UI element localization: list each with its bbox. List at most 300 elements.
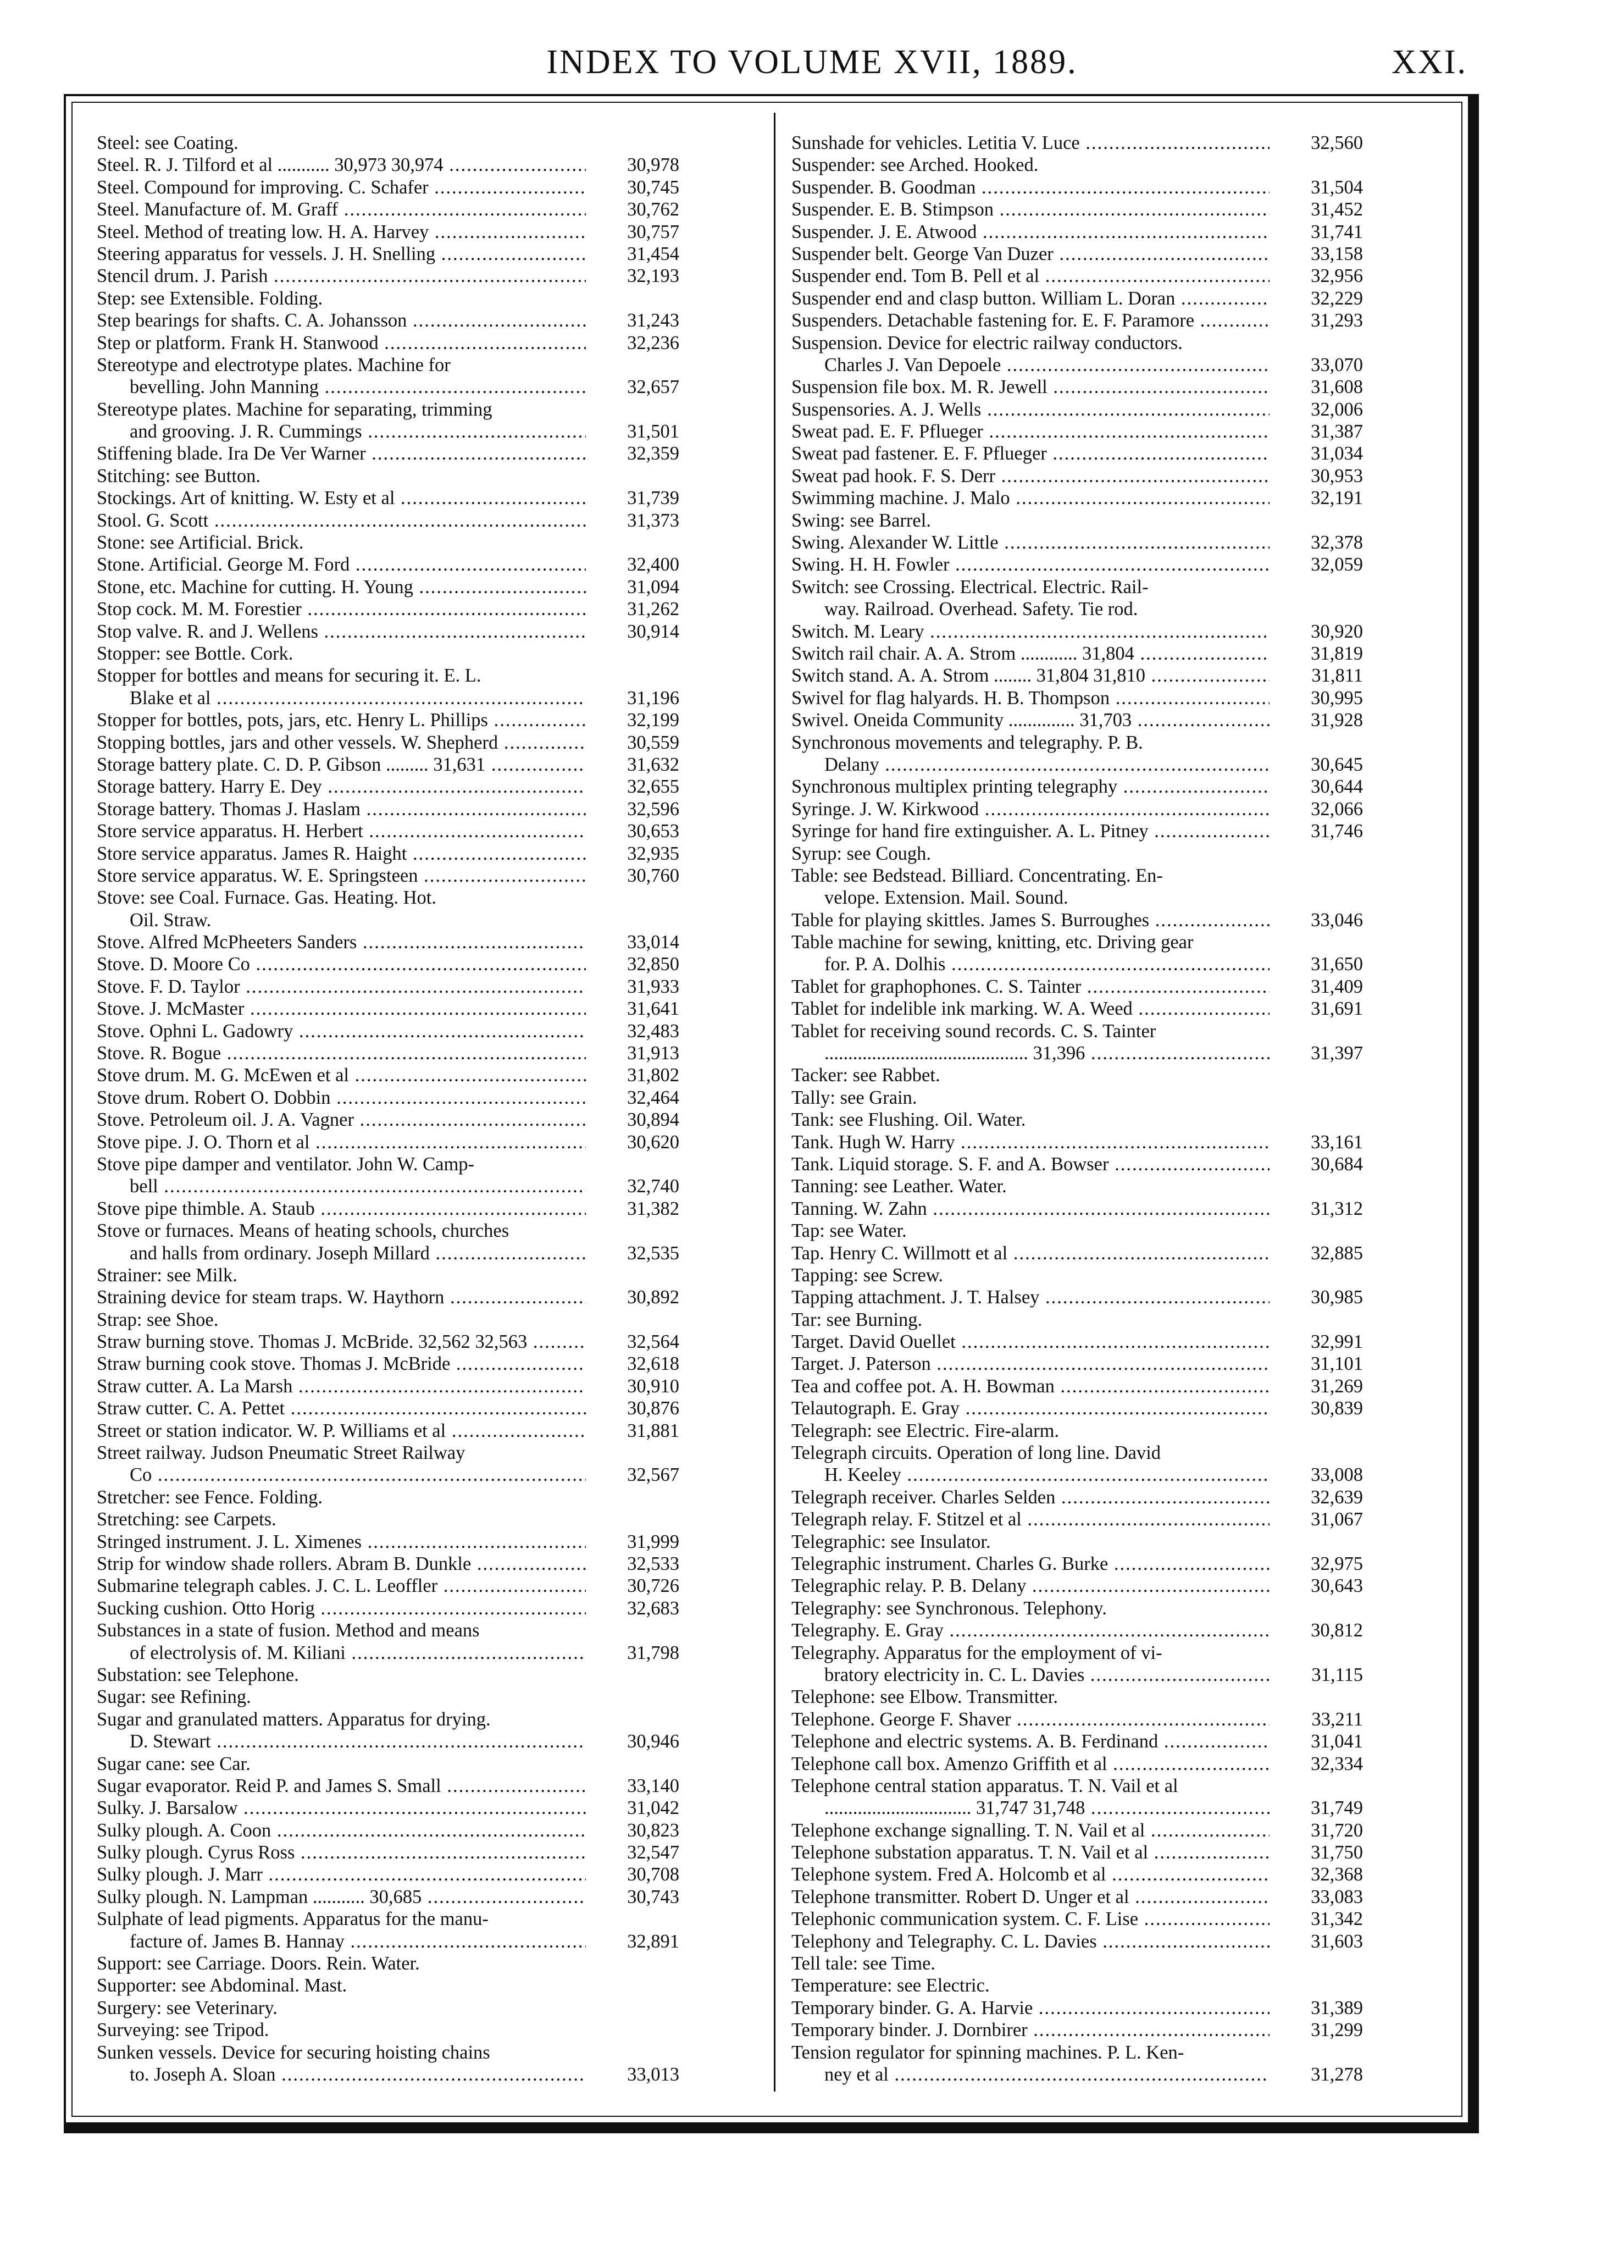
entry-text: Strip for window shade rollers. Abram B. Dunkle .....: [97, 1553, 586, 1575]
entry-text: Stretcher: see Fence. Folding.: [97, 1486, 323, 1508]
entry-text: Table machine for sewing, knitting, etc. Driving gear: [791, 932, 1194, 953]
index-entry: [97, 709, 679, 731]
index-entry: [791, 1908, 1363, 1930]
entry-text: Straw cutter. C. A. Pettet .....: [97, 1397, 586, 1419]
entry-text: Storage battery. Harry E. Dey .....: [97, 776, 586, 798]
entry-number: 31,299: [1275, 2019, 1363, 2041]
index-entry: [791, 1863, 1363, 1885]
entry-number: 30,743: [591, 1886, 679, 1908]
entry-text: Telautograph. E. Gray .....: [791, 1397, 1270, 1419]
index-entry: [97, 1464, 679, 1486]
entry-text: Telephone central station apparatus. T. N. Vail et al: [791, 1775, 1178, 1796]
index-entry: [791, 953, 1363, 975]
entry-number: 31,802: [591, 1064, 679, 1086]
entry-number: 30,726: [591, 1575, 679, 1597]
index-entry: [97, 976, 679, 998]
index-entry: [791, 1575, 1363, 1597]
entry-text: Telegraph receiver. Charles Selden .....: [791, 1486, 1270, 1508]
entry-text: Suspenders. Detachable fastening for. E. F. Paramore .....: [791, 309, 1270, 331]
entry-number: 30,910: [591, 1375, 679, 1397]
index-entry: [791, 1819, 1363, 1841]
index-entry: [97, 1442, 679, 1464]
entry-text: Telephone exchange signalling. T. N. Vail et al .....: [791, 1819, 1270, 1841]
index-entry: [97, 1619, 679, 1641]
entry-number: 32,191: [1275, 487, 1363, 509]
entry-number: 31,409: [1275, 976, 1363, 998]
index-entry: [97, 1797, 679, 1819]
index-entry: [97, 1420, 679, 1442]
index-entry: [97, 931, 679, 953]
index-entry: [97, 2019, 679, 2041]
index-entry: [791, 198, 1363, 220]
entry-text: Switch. M. Leary .....: [791, 621, 1270, 643]
index-entry: [791, 598, 1363, 620]
entry-number: 31,749: [1275, 1797, 1363, 1819]
entry-text: Charles J. Van Depoele .....: [791, 354, 1270, 376]
entry-number: 30,644: [1275, 776, 1363, 798]
index-entry: [791, 265, 1363, 287]
entry-text: Sweat pad. E. F. Pflueger .....: [791, 421, 1270, 442]
index-entry: [791, 665, 1363, 687]
index-entry: [97, 1087, 679, 1109]
entry-number: 33,083: [1275, 1886, 1363, 1908]
entry-text: bratory electricity in. C. L. Davies .....: [791, 1664, 1270, 1686]
column-divider: [774, 113, 775, 2092]
index-entry: [97, 1841, 679, 1863]
entry-text: Stretching: see Carpets.: [97, 1509, 276, 1530]
entry-text: velope. Extension. Mail. Sound.: [824, 887, 1068, 909]
entry-text: Stop cock. M. M. Forestier .....: [97, 598, 586, 620]
entry-text: Telephony and Telegraphy. C. L. Davies .....: [791, 1930, 1270, 1952]
entry-text: Stone: see Artificial. Brick.: [97, 532, 304, 554]
index-entry: [791, 487, 1363, 509]
entry-text: Store service apparatus. H. Herbert .....: [97, 820, 586, 842]
index-entry: [97, 132, 679, 154]
index-entry: [97, 798, 679, 820]
entry-number: 31,067: [1275, 1508, 1363, 1530]
entry-text: Telephonic communication system. C. F. Lise .....: [791, 1908, 1270, 1930]
entry-number: 32,935: [591, 843, 679, 865]
entry-number: 31,798: [591, 1642, 679, 1664]
index-entry: [791, 1708, 1363, 1730]
entry-text: Synchronous multiplex printing telegraphy .....: [791, 776, 1270, 798]
index-entry: [791, 1331, 1363, 1353]
entry-text: Telegraphic relay. P. B. Delany .....: [791, 1575, 1270, 1597]
entry-text: Telephone system. Fred A. Holcomb et al .....: [791, 1863, 1270, 1885]
entry-text: D. Stewart .....: [97, 1730, 586, 1752]
index-entry: [97, 198, 679, 220]
entry-text: Stopping bottles, jars and other vessels. W. Shepherd .....: [97, 732, 586, 754]
index-entry: [97, 1220, 679, 1242]
entry-text: and halls from ordinary. Joseph Millard .....: [97, 1242, 586, 1264]
entry-number: 32,885: [1275, 1242, 1363, 1264]
entry-text: bell .....: [97, 1175, 586, 1197]
index-entry: [97, 1819, 679, 1841]
index-entry: [791, 798, 1363, 820]
entry-text: Tally: see Grain.: [791, 1087, 917, 1108]
index-entry: [791, 532, 1363, 554]
entry-text: facture of. James B. Hannay .....: [97, 1930, 586, 1952]
entry-text: Telegraphic instrument. Charles G. Burke .....: [791, 1553, 1270, 1575]
entry-number: 31,741: [1275, 221, 1363, 243]
entry-text: Telegraphy: see Synchronous. Telephony.: [791, 1597, 1107, 1619]
index-entry: [97, 621, 679, 643]
index-entry: [791, 287, 1363, 309]
entry-text: Target. David Ouellet .....: [791, 1331, 1270, 1353]
entry-text: Delany .....: [791, 754, 1270, 776]
entry-text: Substation: see Telephone.: [97, 1664, 299, 1685]
entry-number: 31,094: [591, 576, 679, 598]
entry-number: 32,368: [1275, 1863, 1363, 1885]
entry-number: 33,140: [591, 1775, 679, 1797]
entry-number: 31,720: [1275, 1819, 1363, 1841]
index-entry: [97, 1886, 679, 1908]
entry-text: Stove: see Coal. Furnace. Gas. Heating. Hot.: [97, 887, 436, 909]
entry-number: 31,373: [591, 510, 679, 532]
index-entry: [97, 1242, 679, 1264]
entry-number: 31,397: [1275, 1042, 1363, 1064]
entry-number: 32,975: [1275, 1553, 1363, 1575]
entry-text: ney et al .....: [791, 2064, 1270, 2086]
entry-text: Stool. G. Scott .....: [97, 510, 586, 532]
entry-text: bevelling. John Manning .....: [97, 376, 586, 398]
index-entry: [791, 332, 1363, 354]
entry-number: 30,953: [1275, 465, 1363, 487]
entry-number: 31,196: [591, 687, 679, 709]
entry-number: 33,158: [1275, 243, 1363, 265]
index-entry: [97, 1952, 679, 1974]
index-entry: [791, 1974, 1363, 1996]
index-entry: [97, 442, 679, 464]
entry-text: Syringe. J. W. Kirkwood .....: [791, 798, 1270, 820]
entry-text: Sweat pad fastener. E. F. Pflueger .....: [791, 442, 1270, 464]
entry-number: 32,059: [1275, 554, 1363, 576]
entry-text: Tablet for graphophones. C. S. Tainter .....: [791, 976, 1270, 998]
index-entry: [791, 1753, 1363, 1775]
entry-number: 30,985: [1275, 1286, 1363, 1308]
entry-text: Temporary binder. G. A. Harvie .....: [791, 1997, 1270, 2019]
index-entry: [791, 421, 1363, 442]
index-entry: [97, 1730, 679, 1752]
entry-number: 31,034: [1275, 442, 1363, 464]
entry-text: Suspender end. Tom B. Pell et al .....: [791, 265, 1270, 287]
entry-number: 32,483: [591, 1020, 679, 1042]
entry-number: 31,115: [1275, 1664, 1363, 1686]
index-entry: [791, 865, 1363, 887]
entry-text: ............................... 31,747 31,748 .....: [791, 1797, 1270, 1819]
entry-text: Telegraph: see Electric. Fire-alarm.: [791, 1420, 1060, 1441]
index-entry: [97, 399, 679, 421]
entry-text: Telegraph relay. F. Stitzel et al .....: [791, 1508, 1270, 1530]
entry-text: Telegraphy. Apparatus for the employment of vi-: [791, 1642, 1162, 1663]
entry-text: Substances in a state of fusion. Method and means: [97, 1620, 480, 1641]
entry-text: Telephone and electric systems. A. B. Ferdinand .....: [791, 1730, 1270, 1752]
index-entry: [791, 1242, 1363, 1264]
entry-text: Tar: see Burning.: [791, 1309, 923, 1330]
entry-number: 32,639: [1275, 1486, 1363, 1508]
entry-text: Stove drum. Robert O. Dobbin .....: [97, 1087, 586, 1109]
index-entry: [791, 1220, 1363, 1242]
entry-text: Suspender. E. B. Stimpson .....: [791, 198, 1270, 220]
entry-number: 32,066: [1275, 798, 1363, 820]
entry-text: way. Railroad. Overhead. Safety. Tie rod.: [824, 599, 1138, 620]
entry-text: Steel. Compound for improving. C. Schafer .....: [97, 176, 586, 198]
entry-text: Sucking cushion. Otto Horig .....: [97, 1597, 586, 1619]
entry-text: Tapping: see Screw.: [791, 1264, 944, 1286]
index-entry: [97, 376, 679, 398]
entry-number: 31,999: [591, 1531, 679, 1553]
entry-text: Temperature: see Electric.: [791, 1975, 990, 1996]
index-entry: [791, 354, 1363, 376]
index-entry: [97, 1353, 679, 1375]
entry-text: Straw burning stove. Thomas J. McBride. 32,562 32,563 .....: [97, 1331, 586, 1353]
entry-text: Surgery: see Veterinary.: [97, 1997, 278, 2018]
entry-number: 30,894: [591, 1109, 679, 1131]
index-entry: [791, 643, 1363, 665]
index-entry: [791, 510, 1363, 532]
entry-text: Storage battery. Thomas J. Haslam .....: [97, 798, 586, 820]
entry-text: Tank. Hugh W. Harry .....: [791, 1131, 1270, 1153]
index-entry: [791, 1730, 1363, 1752]
entry-text: Tablet for receiving sound records. C. S. Tainter: [791, 1020, 1156, 1042]
entry-number: 30,812: [1275, 1619, 1363, 1641]
entry-text: Tacker: see Rabbet.: [791, 1065, 940, 1086]
entry-number: 31,101: [1275, 1353, 1363, 1375]
entry-number: 31,608: [1275, 376, 1363, 398]
index-entry: [791, 1042, 1363, 1064]
entry-text: Telephone substation apparatus. T. N. Vail et al .....: [791, 1841, 1270, 1863]
index-entry: [97, 1708, 679, 1730]
entry-number: 31,632: [591, 754, 679, 776]
entry-number: 32,199: [591, 709, 679, 731]
index-entry: [791, 1775, 1363, 1797]
page-number: XXI.: [1392, 43, 1467, 81]
index-entry: [791, 709, 1363, 731]
entry-number: 30,892: [591, 1286, 679, 1308]
entry-number: 30,762: [591, 198, 679, 220]
entry-number: 33,046: [1275, 909, 1363, 931]
entry-text: Suspension file box. M. R. Jewell .....: [791, 376, 1270, 398]
entry-text: Suspension. Device for electric railway conductors.: [791, 332, 1183, 353]
entry-number: 31,928: [1275, 709, 1363, 731]
index-entry: [791, 1286, 1363, 1308]
index-entry: [791, 1619, 1363, 1641]
entry-text: Store service apparatus. W. E. Springsteen .....: [97, 865, 586, 887]
index-entry: [791, 176, 1363, 198]
entry-text: Suspensories. A. J. Wells .....: [791, 399, 1270, 421]
entry-number: 30,684: [1275, 1153, 1363, 1175]
entry-text: Telephone call box. Amenzo Griffith et al .....: [791, 1753, 1270, 1775]
index-entry: [97, 953, 679, 975]
entry-number: 30,876: [591, 1397, 679, 1419]
entry-text: Syringe for hand fire extinguisher. A. L. Pitney .....: [791, 820, 1270, 842]
entry-number: 31,262: [591, 598, 679, 620]
index-entry: [97, 1486, 679, 1508]
entry-number: 30,914: [591, 621, 679, 643]
entry-text: Stove pipe thimble. A. Staub .....: [97, 1198, 586, 1220]
index-entry: [791, 887, 1363, 909]
index-entry: [97, 465, 679, 487]
index-entry: [791, 998, 1363, 1020]
index-column-right: [791, 132, 1363, 2086]
entry-number: 32,378: [1275, 532, 1363, 554]
entry-text: Switch stand. A. A. Strom ........ 31,804 31,810 .....: [791, 665, 1270, 687]
entry-text: Stove. J. McMaster .....: [97, 998, 586, 1020]
entry-number: 32,229: [1275, 287, 1363, 309]
index-entry: [791, 1464, 1363, 1486]
index-entry: [97, 1109, 679, 1131]
index-entry: [97, 1309, 679, 1331]
index-entry: [97, 820, 679, 842]
index-entry: [97, 754, 679, 776]
index-entry: [97, 1575, 679, 1597]
entry-text: Stove drum. M. G. McEwen et al .....: [97, 1064, 586, 1086]
entry-number: 30,760: [591, 865, 679, 887]
entry-text: Sulky plough. A. Coon .....: [97, 1819, 586, 1841]
entry-text: and grooving. J. R. Cummings .....: [97, 421, 586, 442]
index-entry: [97, 487, 679, 509]
entry-number: 31,819: [1275, 643, 1363, 665]
entry-text: Sulphate of lead pigments. Apparatus for the manu-: [97, 1909, 489, 1930]
index-entry: [97, 510, 679, 532]
entry-text: Oil. Straw.: [130, 909, 212, 931]
entry-number: 31,382: [591, 1198, 679, 1220]
entry-text: Stringed instrument. J. L. Ximenes .....: [97, 1531, 586, 1553]
entry-text: Stencil drum. J. Parish .....: [97, 265, 586, 287]
entry-number: 31,243: [591, 309, 679, 331]
entry-text: for. P. A. Dolhis .....: [791, 953, 1270, 975]
index-entry: [791, 221, 1363, 243]
index-entry: [791, 820, 1363, 842]
index-entry: [791, 576, 1363, 598]
entry-number: 33,161: [1275, 1131, 1363, 1153]
entry-text: Swing. Alexander W. Little .....: [791, 532, 1270, 554]
index-entry: [97, 576, 679, 598]
index-entry: [791, 1997, 1363, 2019]
page-header: [0, 43, 1624, 87]
entry-number: 32,850: [591, 953, 679, 975]
index-entry: [791, 1087, 1363, 1109]
index-entry: [97, 2042, 679, 2064]
entry-text: Tap. Henry C. Willmott et al .....: [791, 1242, 1270, 1264]
index-entry: [791, 2064, 1363, 2086]
entry-text: Table for playing skittles. James S. Burroughes .....: [791, 909, 1270, 931]
index-entry: [97, 843, 679, 865]
entry-number: 33,211: [1275, 1708, 1363, 1730]
index-entry: [97, 265, 679, 287]
entry-number: 33,008: [1275, 1464, 1363, 1486]
entry-text: H. Keeley .....: [791, 1464, 1270, 1486]
entry-number: 31,504: [1275, 176, 1363, 198]
entry-text: Stove or furnaces. Means of heating schools, churches: [97, 1220, 509, 1242]
entry-number: 32,334: [1275, 1753, 1363, 1775]
entry-text: Straw burning cook stove. Thomas J. McBride .....: [97, 1353, 586, 1375]
entry-number: 31,312: [1275, 1198, 1363, 1220]
entry-text: Street or station indicator. W. P. Williams et al .....: [97, 1420, 586, 1442]
entry-text: Sunshade for vehicles. Letitia V. Luce .....: [791, 132, 1270, 154]
entry-text: Tanning. W. Zahn .....: [791, 1198, 1270, 1220]
entry-text: Stone, etc. Machine for cutting. H. Young .....: [97, 576, 586, 598]
index-entry: [97, 643, 679, 665]
entry-text: ........................................... 31,396 .....: [791, 1042, 1270, 1064]
entry-text: Steel. R. J. Tilford et al ........... 30,973 30,974 .....: [97, 154, 586, 176]
entry-text: Stitching: see Button.: [97, 465, 261, 486]
index-entry: [97, 421, 679, 442]
entry-number: 30,920: [1275, 621, 1363, 643]
entry-text: Tea and coffee pot. A. H. Bowman .....: [791, 1375, 1270, 1397]
index-entry: [97, 865, 679, 887]
entry-text: Stopper for bottles, pots, jars, etc. Henry L. Phillips .....: [97, 709, 586, 731]
index-entry: [791, 687, 1363, 709]
index-entry: [97, 887, 679, 909]
index-column-left: [97, 132, 679, 2086]
index-entry: [97, 998, 679, 1020]
entry-number: 32,564: [591, 1331, 679, 1353]
entry-number: 31,881: [591, 1420, 679, 1442]
entry-number: 31,454: [591, 243, 679, 265]
index-entry: [97, 221, 679, 243]
entry-text: Step bearings for shafts. C. A. Johansson .....: [97, 309, 586, 331]
entry-number: 32,657: [591, 376, 679, 398]
index-entry: [791, 376, 1363, 398]
index-entry: [791, 1886, 1363, 1908]
entry-text: Straw cutter. A. La Marsh .....: [97, 1375, 586, 1397]
entry-number: 32,740: [591, 1175, 679, 1197]
entry-number: 32,547: [591, 1841, 679, 1863]
entry-number: 31,501: [591, 421, 679, 442]
entry-text: Tank. Liquid storage. S. F. and A. Bowser .....: [791, 1153, 1270, 1175]
entry-number: 31,389: [1275, 1997, 1363, 2019]
index-entry: [97, 1753, 679, 1775]
index-entry: [791, 243, 1363, 265]
entry-number: 31,650: [1275, 953, 1363, 975]
index-entry: [97, 1997, 679, 2019]
index-entry: [791, 1109, 1363, 1131]
entry-number: 32,236: [591, 332, 679, 354]
index-entry: [97, 665, 679, 687]
index-entry: [791, 1597, 1363, 1619]
index-entry: [97, 154, 679, 176]
index-entry: [791, 1375, 1363, 1397]
index-entry: [97, 1664, 679, 1686]
entry-text: Stove. Ophni L. Gadowry .....: [97, 1020, 586, 1042]
entry-number: 30,995: [1275, 687, 1363, 709]
entry-number: 30,559: [591, 732, 679, 754]
entry-text: Submarine telegraph cables. J. C. L. Leoffler .....: [97, 1575, 586, 1597]
index-entry: [791, 554, 1363, 576]
entry-text: Tension regulator for spinning machines. P. L. Ken-: [791, 2042, 1184, 2063]
index-entry: [791, 465, 1363, 487]
index-entry: [791, 1553, 1363, 1575]
entry-text: Supporter: see Abdominal. Mast.: [97, 1975, 347, 1996]
entry-text: Stove. Alfred McPheeters Sanders .....: [97, 931, 586, 953]
index-entry: [791, 1420, 1363, 1442]
entry-number: 31,913: [591, 1042, 679, 1064]
index-entry: [97, 1553, 679, 1575]
index-entry: [791, 843, 1363, 865]
entry-number: 32,533: [591, 1553, 679, 1575]
entry-text: Blake et al .....: [97, 687, 586, 709]
entry-text: Sulky plough. J. Marr .....: [97, 1863, 586, 1885]
entry-number: 30,745: [591, 176, 679, 198]
entry-text: Telegraphy. E. Gray .....: [791, 1619, 1270, 1641]
index-entry: [791, 1486, 1363, 1508]
entry-text: Steel. Method of treating low. H. A. Harvey .....: [97, 221, 586, 243]
entry-text: Steel: see Coating.: [97, 132, 239, 153]
entry-text: Street railway. Judson Pneumatic Street Railway: [97, 1442, 465, 1464]
index-entry: [791, 621, 1363, 643]
index-entry: [97, 1131, 679, 1153]
